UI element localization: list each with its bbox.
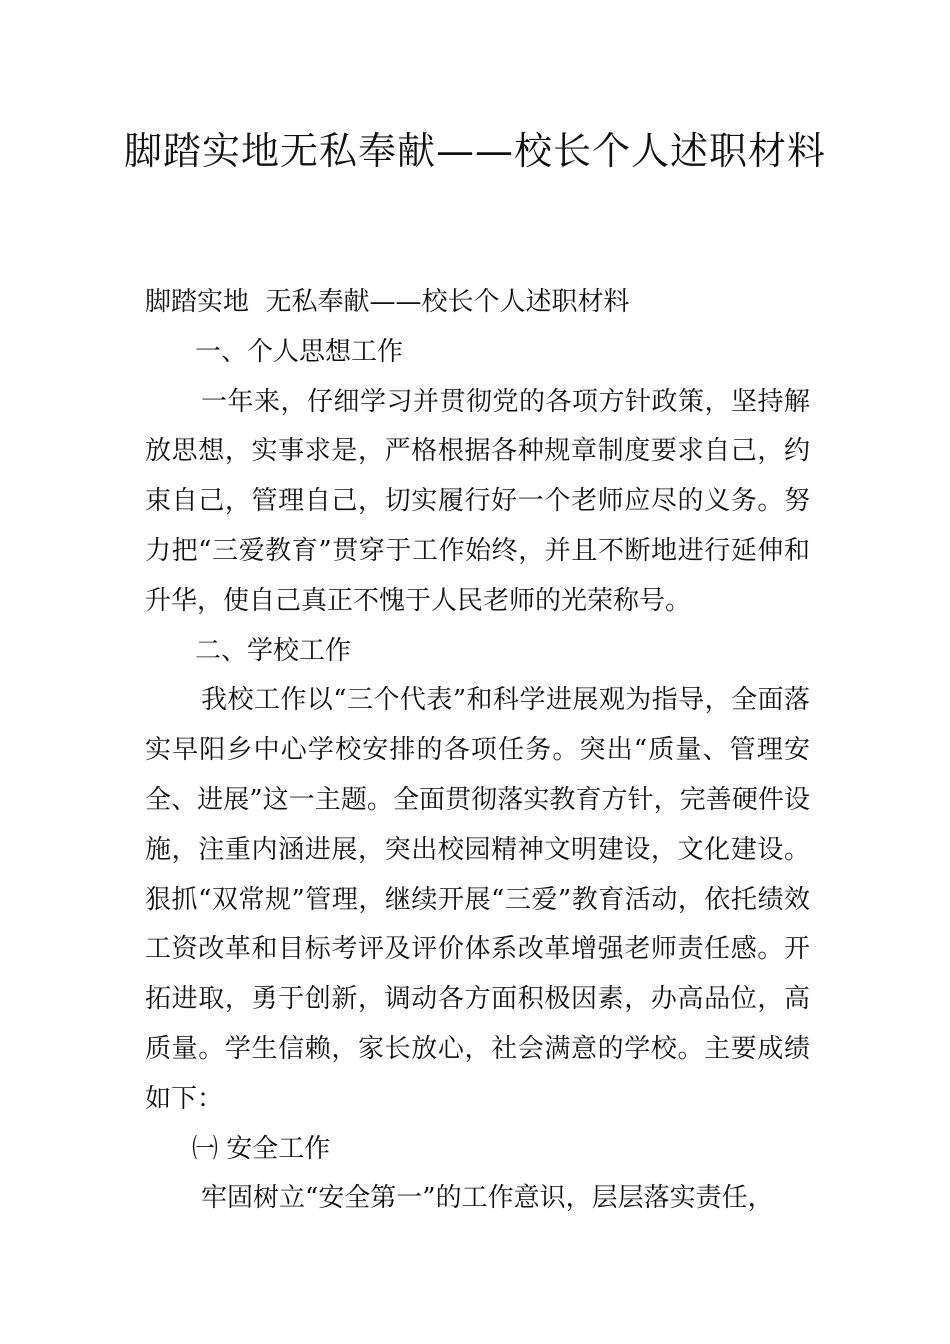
subsection-heading-safety: ㈠ 安全工作 [192, 1133, 331, 1164]
section-heading-school-work: 二、学校工作 [195, 635, 352, 666]
section-heading-personal-thought: 一、个人思想工作 [195, 336, 404, 367]
subsection-paragraph-safety: 牢固树立“安全第一”的工作意识，层层落实责任， [201, 1183, 774, 1214]
document-body [145, 278, 810, 1224]
section-paragraph-school-work: 我校工作以“三个代表”和科学进展观为指导，全面落实早阳乡中心学校安排的各项任务。突出“质量、管理安全、进展”这一主题。全面贯彻落实教育方针，完善硬件设施，注重内涵进展，突出校园精神文明建设，文化建设。狠抓“双常规”管理，继续开展“三爱”教育活动，依托绩效工资改革和目标考评及评价体系改革增强老师责任感。开拓进取，勇于创新，调动各方面积极因素，办高品位，高质量。学生信赖，家长放心，社会满意的学校。主要成绩如下： [145, 685, 810, 1114]
document-subtitle: 脚踏实地 无私奉献——校长个人述职材料 [145, 287, 630, 317]
document-title: 脚踏实地无私奉献——校长个人述职材料 [123, 129, 826, 173]
section-paragraph-personal-thought: 一年来，仔细学习并贯彻党的各项方针政策，坚持解放思想，实事求是，严格根据各种规章制度要求自己，约束自己，管理自己，切实履行好一个老师应尽的义务。努力把“三爱教育”贯穿于工作始终，并且不断地进行延伸和升华，使自己真正不愧于人民老师的光荣称号。 [145, 386, 810, 616]
